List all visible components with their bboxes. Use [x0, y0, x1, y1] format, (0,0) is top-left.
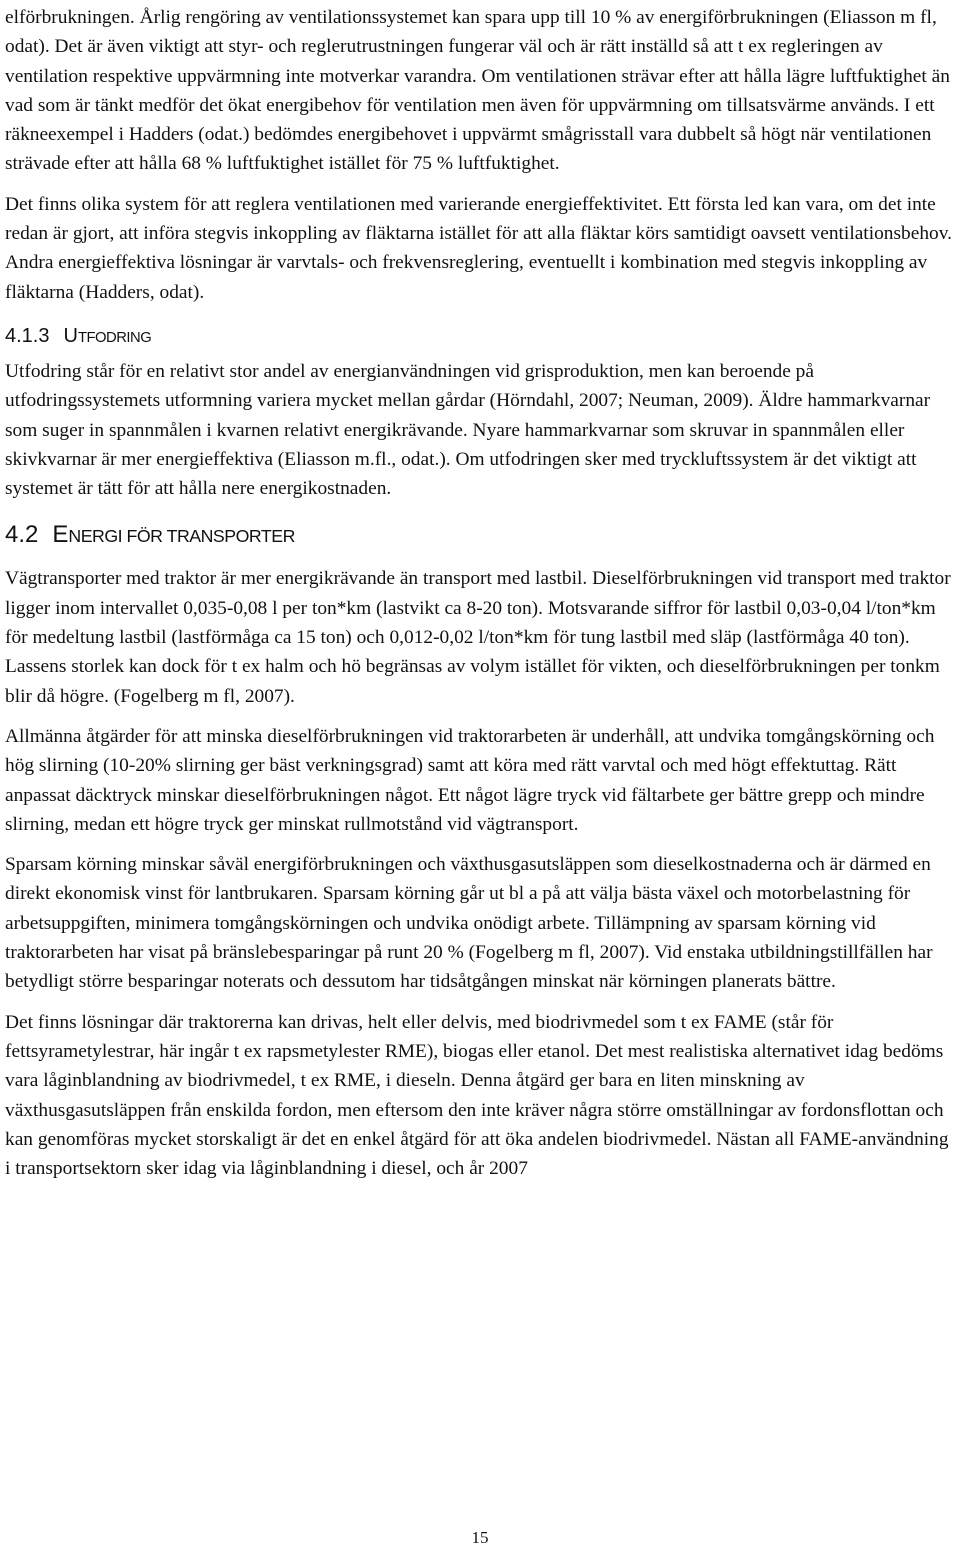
paragraph-sparsam-korning: Sparsam körning minskar såväl energiförbrukningen och växthusgasutsläppen som dieselkostnaderna och är därmed en direkt ekonomisk vinst för lantbrukaren. Sparsam körning går ut bl a på att välja bästa växel och motorbelastning för arbetsuppgiften, minimera tomgångskörningen och undvika onödigt arbete. Tillämpning av sparsam körning vid traktorarbeten har visat på bränslebesparingar på runt 20 % (Fogelberg m fl, 2007). Vid enstaka utbildningstillfällen har betydligt större besparingar noterats och dessutom har tidsåtgången minskat när körningen planerats bättre.: [5, 854, 933, 993]
heading-text: NERGI FÖR TRANSPORTER: [68, 526, 295, 547]
heading-number: 4.2: [5, 521, 39, 549]
paragraph-utfodring: Utfodring står för en relativt stor andel av energianvändningen vid grisproduktion, men kan beroende på utfodringssystemets utformning variera mycket mellan gårdar (Hörndahl, 2007; Neuman, 2009). Äldre hammarkvarnar som suger in spannmålen i kvarnen relativt energikrävande. Nyare hammarkvarnar som skruvar in spannmålen eller skivkvarnar är mer energieffektiva (Eliasson m.fl., odat.). Om utfodringen sker med tryckluftssystem är det viktigt att systemet är tätt för att hålla nere energikostnaden.: [5, 360, 931, 500]
paragraph-allmanna-atgarder: Allmänna åtgärder för att minska dieselförbrukningen vid traktorarbeten är underhåll, att undvika tomgångskörning och hög slirning (10-20% slirning ger bäst verkningsgrad) samt att köra med rätt varvtal och med högt effektuttag. Rätt anpassat däcktryck minskar dieselförbrukningen något. Ett något lägre tryck vid fältarbete ger bättre grepp och mindre slirning, medan ett högre tryck ger minskat rullmotstånd vid vägtransport.: [5, 725, 935, 835]
heading-text: TFODRING: [77, 329, 152, 346]
paragraph-ventilation-systems: Det finns olika system för att reglera ventilationen med varierande energieffektivitet. Ett första led kan vara, om det inte redan är gjort, att införa stegvis inkoppling av fläktarna istället för att alla fläktar körs samtidigt oavsett ventilationsbehov. Andra energieffektiva lösningar är varvtals- och frekvensreglering, eventuellt i kombination med stegvis inkoppling av fläktarna (Hadders, odat).: [5, 193, 952, 303]
paragraph-vagtransporter: Vägtransporter med traktor är mer energikrävande än transport med lastbil. Dieselförbrukningen vid transport med traktor ligger inom intervallet 0,035-0,08 l per ton*km (lastvikt ca 8-20 ton). Motsvarande siffror för lastbil 0,03-0,04 l/ton*km för medeltung lastbil (lastförmåga ca 15 ton) och 0,012-0,02 l/ton*km för tung lastbil med släp (lastförmåga 40 ton). Lassens storlek kan dock för t ex halm och hö begränsas av volym istället för vikten, och dieselförbrukningen per tonkm blir då högre. (Fogelberg m fl, 2007).: [5, 568, 951, 707]
paragraph-biodrivmedel: Det finns lösningar där traktorerna kan drivas, helt eller delvis, med biodrivmedel som t ex FAME (står för fettsyrametylestrar, här ingår t ex rapsmetylester RME), biogas eller etanol. Det mest realistiska alternativet idag bedöms vara låginblandning av biodrivmedel, t ex RME, i dieseln. Denna åtgärd ger bara en liten minskning av växthusgasutsläppen från enskilda fordon, men eftersom den inte kräver några större omställningar av fordonsflottan och kan genomföras mycket storskaligt är det en enkel åtgärd för att öka andelen biodrivmedel. Nästan all FAME-användning i transportsektorn sker idag via låginblandning i diesel, och år 2007: [5, 1011, 949, 1180]
heading-4-1-3-utfodring: [5, 323, 957, 351]
heading-4-2-energi-for-transporter: [5, 519, 957, 552]
page-number: 15: [471, 1528, 489, 1547]
heading-initial: U: [63, 324, 78, 347]
heading-initial: E: [52, 521, 69, 549]
heading-number: 4.1.3: [5, 324, 50, 347]
document-page: [5, 0, 957, 1194]
paragraph-ventilation-energy: elförbrukningen. Årlig rengöring av ventilationssystemet kan spara upp till 10 % av energiförbrukningen (Eliasson m fl, odat). Det är även viktigt att styr- och reglerutrustningen fungerar väl och är rätt inställd så att t ex regleringen av ventilation respektive uppvärmning inte motverkar varandra. Om ventilationen strävar efter att hålla lägre luftfuktighet än vad som är tänkt medför det ökat energibehov för ventilation men även för uppvärmning om tillsatsvärme används. I ett räkneexempel i Hadders (odat.) bedömdes energibehovet i uppvärmt smågrisstall vara dubbelt så högt när ventilationen strävade efter att hålla 68 % luftfuktighet istället för 75 % luftfuktighet.: [5, 7, 950, 175]
